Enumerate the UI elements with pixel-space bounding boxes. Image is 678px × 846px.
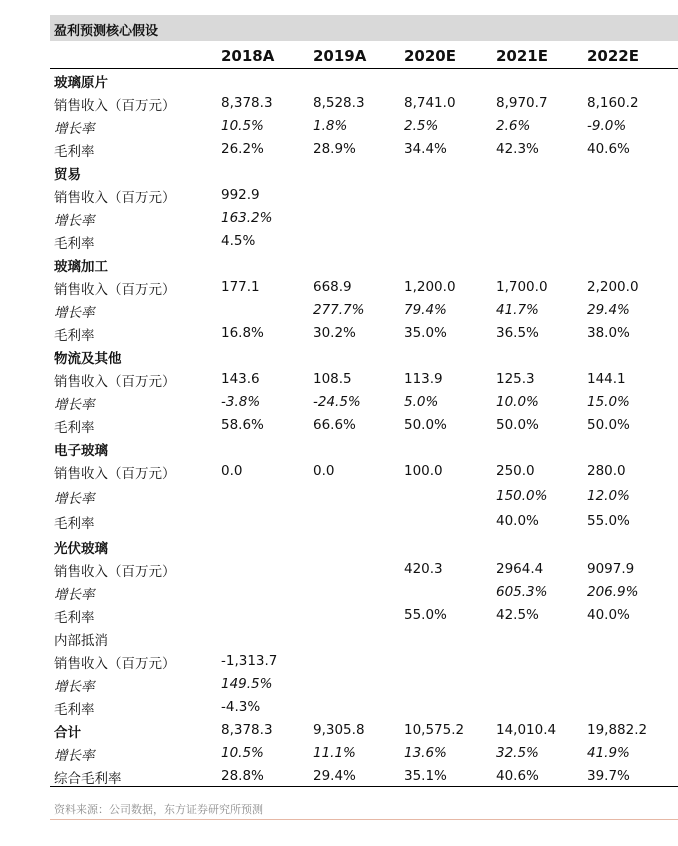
table-cell: 40.0%: [587, 607, 630, 623]
table-cell: 10.0%: [496, 394, 539, 410]
table-cell: 40.0%: [496, 513, 539, 529]
table-cell: -4.3%: [221, 699, 261, 715]
table-cell: 2.6%: [496, 118, 531, 134]
row-label: 毛利率: [54, 328, 95, 344]
table-cell: 36.5%: [496, 325, 539, 341]
table-cell: 50.0%: [496, 417, 539, 433]
section-row: [50, 68, 678, 91]
table-row: [50, 649, 678, 672]
section-label: 物流及其他: [54, 351, 122, 367]
year-header: 2020E: [404, 47, 456, 65]
table-row: [50, 413, 678, 436]
row-label: 内部抵消: [54, 633, 108, 649]
section-label: 光伏玻璃: [54, 541, 108, 557]
table-cell: 0.0: [221, 463, 243, 479]
table-cell: 8,378.3: [221, 722, 273, 738]
table-cell: 58.6%: [221, 417, 264, 433]
table-cell: 2.5%: [404, 118, 439, 134]
table-cell: 10,575.2: [404, 722, 465, 738]
table-cell: 10.5%: [221, 118, 264, 134]
table-row: [50, 367, 678, 390]
row-label: 增长率: [54, 679, 95, 695]
row-label: 毛利率: [54, 144, 95, 160]
table-cell: 280.0: [587, 463, 626, 479]
table-cell: 35.1%: [404, 768, 447, 784]
table-cell: 55.0%: [404, 607, 447, 623]
table-cell: 149.5%: [221, 676, 273, 692]
row-label: 增长率: [54, 305, 95, 321]
section-row: [50, 718, 678, 741]
row-label: 毛利率: [54, 236, 95, 252]
table-cell: 206.9%: [587, 584, 639, 600]
table-row: [50, 764, 678, 787]
table-cell: 605.3%: [496, 584, 548, 600]
table-cell: 8,528.3: [313, 95, 365, 111]
table-cell: -9.0%: [587, 118, 627, 134]
section-label: 合计: [54, 725, 81, 741]
table-cell: -3.8%: [221, 394, 261, 410]
table-row: [50, 672, 678, 695]
table-row: [50, 390, 678, 413]
table-cell: 50.0%: [587, 417, 630, 433]
table-cell: 125.3: [496, 371, 535, 387]
row-label: 增长率: [54, 587, 95, 603]
table-cell: 420.3: [404, 561, 443, 577]
table-cell: 66.6%: [313, 417, 356, 433]
table-cell: 55.0%: [587, 513, 630, 529]
year-header-row: [50, 41, 678, 69]
section-label: 玻璃加工: [54, 259, 108, 275]
table-row: [50, 509, 678, 532]
row-label: 销售收入（百万元）: [54, 466, 176, 482]
table-cell: 250.0: [496, 463, 535, 479]
row-label: 毛利率: [54, 516, 95, 532]
table-cell: 16.8%: [221, 325, 264, 341]
row-label: 综合毛利率: [54, 771, 122, 787]
table-cell: 50.0%: [404, 417, 447, 433]
table-cell: 40.6%: [587, 141, 630, 157]
table-cell: 1.8%: [313, 118, 348, 134]
table-cell: 144.1: [587, 371, 626, 387]
table-row: [50, 91, 678, 114]
table-cell: 42.3%: [496, 141, 539, 157]
table-cell: 41.9%: [587, 745, 630, 761]
section-label: 玻璃原片: [54, 75, 108, 91]
table-row: [50, 183, 678, 206]
table-cell: 34.4%: [404, 141, 447, 157]
table-cell: 0.0: [313, 463, 335, 479]
table-cell: 30.2%: [313, 325, 356, 341]
table-cell: 1,700.0: [496, 279, 548, 295]
table-bottom-rule: [50, 786, 678, 787]
table-row: [50, 298, 678, 321]
table-cell: 5.0%: [404, 394, 439, 410]
table-cell: 8,160.2: [587, 95, 639, 111]
table-cell: 4.5%: [221, 233, 256, 249]
row-label: 毛利率: [54, 420, 95, 436]
row-label: 销售收入（百万元）: [54, 374, 176, 390]
table-cell: 10.5%: [221, 745, 264, 761]
table-cell: 32.5%: [496, 745, 539, 761]
table-cell: 15.0%: [587, 394, 630, 410]
table-cell: 35.0%: [404, 325, 447, 341]
table-cell: 2964.4: [496, 561, 544, 577]
table-cell: 29.4%: [313, 768, 356, 784]
row-label: 销售收入（百万元）: [54, 656, 176, 672]
table-cell: 28.9%: [313, 141, 356, 157]
year-header: 2022E: [587, 47, 639, 65]
table-row: [50, 741, 678, 764]
row-label: 毛利率: [54, 702, 95, 718]
table-cell: 40.6%: [496, 768, 539, 784]
year-header: 2018A: [221, 47, 275, 65]
table-cell: 277.7%: [313, 302, 365, 318]
row-label: 销售收入（百万元）: [54, 282, 176, 298]
table-cell: 143.6: [221, 371, 260, 387]
table-cell: 9,305.8: [313, 722, 365, 738]
row-label: 增长率: [54, 748, 95, 764]
table-row: [50, 137, 678, 160]
table-row: [50, 114, 678, 137]
table-row: [50, 580, 678, 603]
table-cell: 163.2%: [221, 210, 273, 226]
table-cell: 9097.9: [587, 561, 635, 577]
table-row: [50, 275, 678, 298]
table-cell: 14,010.4: [496, 722, 557, 738]
table-row: [50, 626, 678, 649]
section-label: 电子玻璃: [54, 443, 108, 459]
table-cell: 29.4%: [587, 302, 630, 318]
table-row: [50, 321, 678, 344]
row-label: 增长率: [54, 397, 95, 413]
year-header: 2021E: [496, 47, 548, 65]
source-note: 资料来源：公司数据，东方证券研究所预测: [54, 803, 263, 816]
section-row: [50, 534, 678, 557]
table-cell: 26.2%: [221, 141, 264, 157]
table-row: [50, 484, 678, 507]
table-cell: 8,970.7: [496, 95, 548, 111]
table-cell: 992.9: [221, 187, 260, 203]
table-cell: -1,313.7: [221, 653, 278, 669]
table-cell: 79.4%: [404, 302, 447, 318]
section-row: [50, 436, 678, 459]
table-cell: 177.1: [221, 279, 260, 295]
table-cell: 2,200.0: [587, 279, 639, 295]
row-label: 增长率: [54, 213, 95, 229]
table-cell: 108.5: [313, 371, 352, 387]
table-title: 盈利预测核心假设: [54, 24, 159, 39]
section-row: [50, 160, 678, 183]
table-row: [50, 603, 678, 626]
section-label: 贸易: [54, 167, 81, 183]
row-label: 销售收入（百万元）: [54, 564, 176, 580]
table-cell: 11.1%: [313, 745, 356, 761]
table-title-bar: [50, 15, 678, 41]
table-cell: 8,741.0: [404, 95, 456, 111]
row-label: 增长率: [54, 491, 95, 507]
year-header: 2019A: [313, 47, 367, 65]
table-cell: 12.0%: [587, 488, 630, 504]
table-cell: 113.9: [404, 371, 443, 387]
table-cell: -24.5%: [313, 394, 361, 410]
source-divider: [50, 819, 678, 820]
table-row: [50, 229, 678, 252]
table-row: [50, 459, 678, 482]
table-cell: 8,378.3: [221, 95, 273, 111]
table-row: [50, 557, 678, 580]
table-row: [50, 695, 678, 718]
table-cell: 39.7%: [587, 768, 630, 784]
row-label: 销售收入（百万元）: [54, 98, 176, 114]
row-label: 增长率: [54, 121, 95, 137]
table-cell: 19,882.2: [587, 722, 648, 738]
row-label: 毛利率: [54, 610, 95, 626]
section-row: [50, 252, 678, 275]
table-cell: 13.6%: [404, 745, 447, 761]
table-cell: 668.9: [313, 279, 352, 295]
table-cell: 1,200.0: [404, 279, 456, 295]
table-row: [50, 206, 678, 229]
table-cell: 41.7%: [496, 302, 539, 318]
section-row: [50, 344, 678, 367]
table-cell: 150.0%: [496, 488, 548, 504]
table-cell: 28.8%: [221, 768, 264, 784]
table-cell: 100.0: [404, 463, 443, 479]
table-cell: 42.5%: [496, 607, 539, 623]
row-label: 销售收入（百万元）: [54, 190, 176, 206]
table-cell: 38.0%: [587, 325, 630, 341]
